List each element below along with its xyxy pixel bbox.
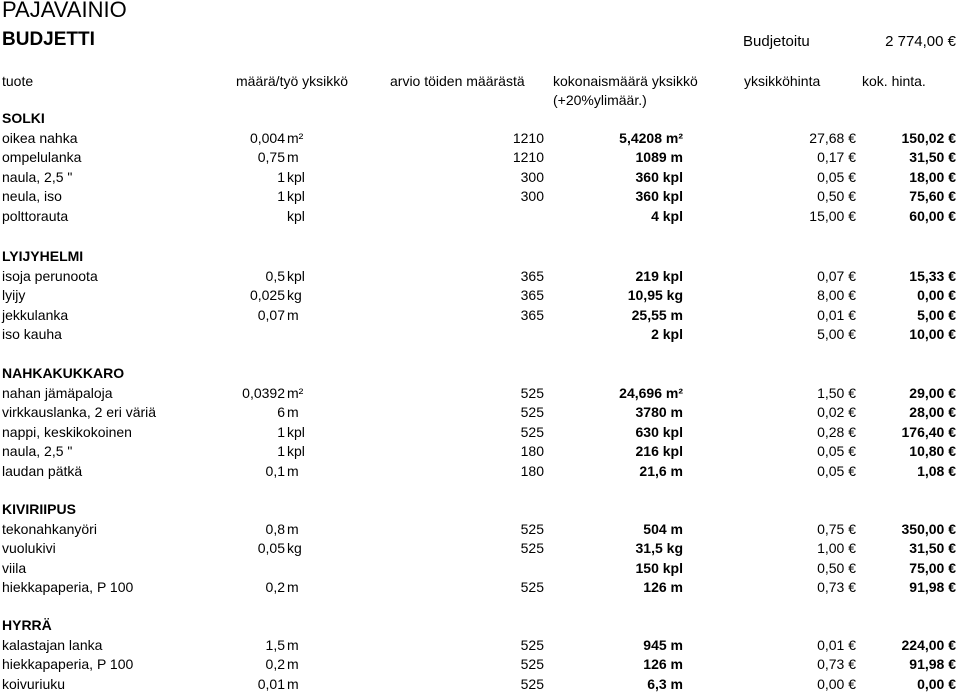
table-row <box>0 462 960 480</box>
table-row <box>0 655 960 673</box>
unit: m² <box>287 129 304 146</box>
unit: m <box>287 404 299 420</box>
work-estimate: 525 <box>520 675 544 692</box>
table-row <box>0 442 960 460</box>
table-row <box>0 520 960 538</box>
item-name: hiekkapaperia, P 100 <box>2 656 134 672</box>
total-cost: 31,50 € <box>909 540 956 556</box>
quantity: 1 <box>277 188 285 204</box>
quantity: 1 <box>277 168 285 185</box>
work-estimate: 365 <box>520 267 544 284</box>
unit: m <box>287 306 299 323</box>
unit: m <box>287 579 299 595</box>
section-heading: LYIJYHELMI <box>2 248 84 264</box>
budget-value: 2 774,00 € <box>885 33 956 50</box>
total-quantity: 3780 m <box>635 404 683 420</box>
column-header-total-price: kok. hinta. <box>862 73 926 89</box>
total-cost: 150,02 € <box>901 129 956 146</box>
quantity: 0,2 <box>265 579 285 595</box>
unit: kpl <box>287 423 305 440</box>
quantity: 0,07 <box>257 306 285 323</box>
table-row <box>0 148 960 166</box>
section-heading: SOLKI <box>2 110 45 126</box>
total-quantity: 504 m <box>643 520 683 537</box>
quantity: 0,8 <box>265 520 285 537</box>
page-subtitle: BUDJETTI <box>2 29 95 50</box>
work-estimate: 1210 <box>512 149 544 165</box>
quantity: 1,5 <box>265 636 285 653</box>
total-cost: 18,00 € <box>909 168 956 185</box>
work-estimate: 365 <box>520 306 544 323</box>
budget-label: Budjetoitu <box>743 33 810 50</box>
table-row <box>0 539 960 557</box>
work-estimate: 525 <box>520 540 544 556</box>
item-name: iso kauha <box>2 326 62 342</box>
section-heading: KIVIRIIPUS <box>2 501 76 517</box>
unit: kpl <box>287 207 305 224</box>
unit: m <box>287 520 299 537</box>
item-name: jekkulanka <box>2 306 69 323</box>
work-estimate: 300 <box>520 168 544 185</box>
table-row <box>0 187 960 205</box>
work-estimate: 180 <box>520 462 544 479</box>
unit-price: 1,00 € <box>817 540 856 556</box>
quantity: 0,2 <box>265 656 285 672</box>
total-quantity: 5,4208 m² <box>619 129 683 146</box>
unit-price: 0,01 € <box>817 636 856 653</box>
unit: m <box>287 149 299 165</box>
table-row <box>0 306 960 324</box>
unit-price: 8,00 € <box>817 287 856 303</box>
work-estimate: 525 <box>520 384 544 401</box>
total-quantity: 21,6 m <box>639 462 683 479</box>
work-estimate: 525 <box>520 520 544 537</box>
unit-price: 0,05 € <box>817 168 856 185</box>
unit-price: 0,05 € <box>817 462 856 479</box>
unit-price: 1,50 € <box>817 384 856 401</box>
total-cost: 0,00 € <box>917 675 956 692</box>
item-name: neula, iso <box>2 188 62 204</box>
table-row <box>0 325 960 343</box>
total-cost: 5,00 € <box>917 306 956 323</box>
total-cost: 91,98 € <box>909 579 956 595</box>
table-row <box>0 129 960 147</box>
column-header-total-qty: kokonaismäärä yksikkö <box>553 73 698 89</box>
item-name: hiekkapaperia, P 100 <box>2 579 134 595</box>
unit-price: 0,73 € <box>817 579 856 595</box>
total-quantity: 10,95 kg <box>627 287 683 303</box>
quantity: 0,75 <box>257 149 285 165</box>
quantity: 1 <box>277 443 285 459</box>
unit: kpl <box>287 188 305 204</box>
unit: kg <box>287 287 302 303</box>
quantity: 0,025 <box>249 287 285 303</box>
item-name: oikea nahka <box>2 129 78 146</box>
total-quantity: 2 kpl <box>651 326 683 342</box>
item-name: koivuriuku <box>2 675 66 692</box>
work-estimate: 365 <box>520 287 544 303</box>
unit-price: 0,01 € <box>817 306 856 323</box>
quantity: 0,5 <box>265 267 285 284</box>
unit-price: 0,73 € <box>817 656 856 672</box>
total-cost: 75,60 € <box>909 188 956 204</box>
item-name: vuolukivi <box>2 540 56 556</box>
total-quantity: 360 kpl <box>635 188 683 204</box>
table-row <box>0 384 960 402</box>
total-quantity: 6,3 m <box>647 675 683 692</box>
unit-price: 15,00 € <box>809 207 856 224</box>
item-name: viila <box>2 559 27 576</box>
total-quantity: 126 m <box>643 656 683 672</box>
item-name: tekonahkanyöri <box>2 520 97 537</box>
total-quantity: 150 kpl <box>635 559 683 576</box>
total-cost: 350,00 € <box>901 520 956 537</box>
table-row <box>0 286 960 304</box>
unit-price: 0,28 € <box>817 423 856 440</box>
total-quantity: 630 kpl <box>635 423 683 440</box>
unit-price: 0,50 € <box>817 559 856 576</box>
work-estimate: 525 <box>520 636 544 653</box>
item-name: polttorauta <box>2 207 69 224</box>
table-row <box>0 207 960 225</box>
section-heading: HYRRÄ <box>2 617 52 633</box>
total-cost: 224,00 € <box>901 636 956 653</box>
table-row <box>0 168 960 186</box>
total-cost: 91,98 € <box>909 656 956 672</box>
item-name: isoja perunoota <box>2 267 98 284</box>
table-row <box>0 403 960 421</box>
total-cost: 176,40 € <box>901 423 956 440</box>
item-name: kalastajan lanka <box>2 636 103 653</box>
item-name: naula, 2,5 " <box>2 443 73 459</box>
work-estimate: 1210 <box>512 129 544 146</box>
table-row <box>0 636 960 654</box>
work-estimate: 525 <box>520 579 544 595</box>
total-cost: 1,08 € <box>917 462 956 479</box>
unit: kg <box>287 540 302 556</box>
unit-price: 0,17 € <box>817 149 856 165</box>
unit: m² <box>287 384 304 401</box>
total-quantity: 24,696 m² <box>619 384 683 401</box>
unit: m <box>287 675 299 692</box>
quantity: 0,01 <box>257 675 285 692</box>
total-cost: 28,00 € <box>909 404 956 420</box>
item-name: nahan jämäpaloja <box>2 384 113 401</box>
total-cost: 75,00 € <box>909 559 956 576</box>
item-name: laudan pätkä <box>2 462 83 479</box>
total-cost: 15,33 € <box>909 267 956 284</box>
unit: kpl <box>287 443 305 459</box>
total-quantity: 126 m <box>643 579 683 595</box>
total-cost: 10,00 € <box>909 326 956 342</box>
column-header-qty-unit: määrä/työ yksikkö <box>236 73 349 89</box>
total-cost: 31,50 € <box>909 149 956 165</box>
unit-price: 0,07 € <box>817 267 856 284</box>
total-quantity: 216 kpl <box>635 443 683 459</box>
work-estimate: 300 <box>520 188 544 204</box>
unit-price: 0,00 € <box>817 675 856 692</box>
total-quantity: 945 m <box>643 636 683 653</box>
total-quantity: 1089 m <box>635 149 683 165</box>
unit-price: 0,05 € <box>817 443 856 459</box>
unit: m <box>287 462 299 479</box>
work-estimate: 525 <box>520 404 544 420</box>
column-header-unit-price: yksikköhinta <box>744 73 821 89</box>
unit: kpl <box>287 267 305 284</box>
item-name: naula, 2,5 " <box>2 168 73 185</box>
unit: m <box>287 656 299 672</box>
total-quantity: 360 kpl <box>635 168 683 185</box>
item-name: virkkauslanka, 2 eri väriä <box>2 404 157 420</box>
quantity: 6 <box>277 404 285 420</box>
unit: kpl <box>287 168 305 185</box>
table-row <box>0 423 960 441</box>
unit-price: 0,75 € <box>817 520 856 537</box>
item-name: lyijy <box>2 287 26 303</box>
quantity: 0,0392 <box>242 384 285 401</box>
total-quantity: 25,55 m <box>631 306 683 323</box>
table-row <box>0 267 960 285</box>
table-row <box>0 675 960 693</box>
table-row <box>0 578 960 596</box>
work-estimate: 180 <box>520 443 544 459</box>
total-cost: 0,00 € <box>917 287 956 303</box>
unit-price: 0,50 € <box>817 188 856 204</box>
total-quantity: 31,5 kg <box>635 540 683 556</box>
total-cost: 29,00 € <box>909 384 956 401</box>
unit-price: 5,00 € <box>817 326 856 342</box>
quantity: 0,05 <box>257 540 285 556</box>
item-name: ompelulanka <box>2 149 82 165</box>
total-cost: 10,80 € <box>909 443 956 459</box>
quantity: 0,004 <box>249 129 285 146</box>
section-heading: NAHKAKUKKARO <box>2 365 125 381</box>
table-row <box>0 559 960 577</box>
total-quantity: 4 kpl <box>651 207 683 224</box>
unit-price: 27,68 € <box>809 129 856 146</box>
total-cost: 60,00 € <box>909 207 956 224</box>
item-name: nappi, keskikokoinen <box>2 423 132 440</box>
work-estimate: 525 <box>520 423 544 440</box>
page-title: PAJAVAINIO <box>2 0 127 22</box>
column-header-item: tuote <box>2 73 34 89</box>
quantity: 0,1 <box>265 462 285 479</box>
unit-price: 0,02 € <box>817 404 856 420</box>
total-quantity: 219 kpl <box>635 267 683 284</box>
column-header-total-note: (+20%ylimäär.) <box>553 92 647 108</box>
unit: m <box>287 636 299 653</box>
column-header-estimate: arvio töiden määrästä <box>390 73 525 89</box>
quantity: 1 <box>277 423 285 440</box>
work-estimate: 525 <box>520 656 544 672</box>
